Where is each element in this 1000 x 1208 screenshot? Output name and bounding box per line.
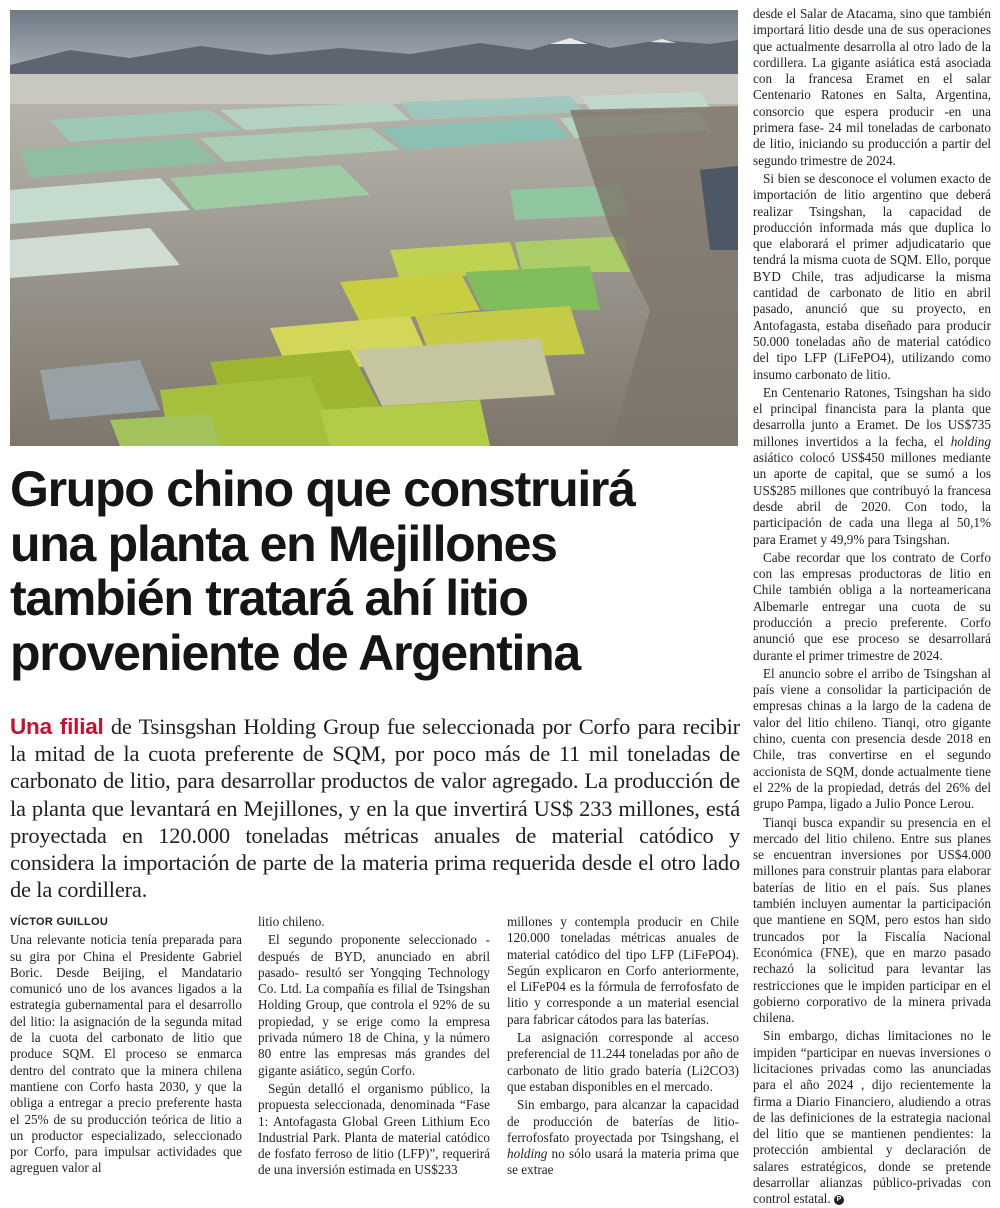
- body-paragraph: Sin embargo, para alcanzar la capacidad de producción de baterías de litio-ferrofosfato proyectada por Tsingshang, el holding no sólo usará la materia prima que se extrae: [507, 1097, 739, 1178]
- article-column-3: [507, 914, 739, 1178]
- body-paragraph: La asignación corresponde al acceso preferencial de 11.244 toneladas por año de carbonato de litio grado batería (Li2CO3) que estaban disponibles en el mercado.: [507, 1030, 739, 1094]
- salt-flat-photo: [10, 10, 738, 446]
- headline-line: también tratará ahí litio: [10, 570, 528, 626]
- body-paragraph: Según detalló el organismo público, la propuesta seleccionada, denominada “Fase 1: Antofagasta Global Green Lithium Eco Industrial Park. Planta de material catódico de fosfato ferroso de litio (LFP)”, requerirá de una inversión estimada en US$233: [258, 1080, 490, 1178]
- lead-paragraph: [10, 713, 740, 903]
- article-column-2: [258, 914, 490, 1178]
- body-paragraph: En Centenario Ratones, Tsingshan ha sido el principal financista para la planta que desarrolla junto a Eramet. De los US$735 millones invertidos a la fecha, el holding asiático colocó US$450 millones mediante un aporte de capital, que se sumó a los US$285 millones que contribuyó la francesa desde abril de 2020. Con todo, la participación de cada una llega al 50,1% para Eramet y 49,9% para Tsingshan.: [753, 384, 991, 547]
- lead-kicker: Una filial: [10, 714, 104, 739]
- body-paragraph: litio chileno.: [258, 914, 325, 929]
- headline-line: Grupo chino que construirá: [10, 461, 635, 517]
- body-paragraph: desde el Salar de Atacama, sino que también importará litio desde una de sus operaciones que actualmente desarrolla al otro lado de la cordillera. La gigante asiática está asociada con la francesa Eramet en el salar Centenario Ratones en Salta, Argentina, consorcio que espera producir -en una primera fase- 24 mil toneladas de carbonato de litio, iniciando su producción a partir del segundo trimestre de 2024.: [753, 6, 991, 168]
- lead-text: de Tsinsgshan Holding Group fue seleccionada por Corfo para recibir la mitad de la cuota preferente de SQM, por poco más de 11 mil toneladas de carbonato de litio, para desarrollar productos de valor agregado. La producción de la planta que levantará en Mejillones, y en la que invertirá US$ 233 millones, está proyectada en 120.000 toneladas métricas anuales de material catódico y considera la importación de parte de la materia prima requerida desde el otro lado de la cordillera.: [10, 714, 740, 903]
- body-paragraph-final: [753, 1028, 991, 1207]
- body-paragraph: Si bien se desconoce el volumen exacto de importación de litio argentino que deberá realizar Tsingshan, la capacidad de producción informada más que duplica lo que elaborará el primer adjudicatario que tendrá la misma cuota de SQM. Ello, porque BYD Chile, tras adjudicarse la misma cantidad de carbonato de litio en abril pasado, anunció que su proyecto, en Antofagasta, estaba diseñado para producir 50.000 toneladas año de material catódico del tipo LFP (LiFePO4), utilizando como insumo carbonato de litio.: [753, 170, 991, 382]
- body-paragraph: Tianqi busca expandir su presencia en el mercado del litio chileno. Entre sus planes se encuentran inversiones por US$4.000 millones para construir plantas para elaborar baterías de litio en el país. Sus planes también incluyen aumentar la participación que mantiene en SQM, pero estos han sido truncados por la Fiscalía Nacional Económica (FNE), que en marzo pasado rechazó la solicitud para levantar las restricciones que le impiden participar en el gobierno corporativo de la minera privada chilena.: [753, 814, 991, 1026]
- body-paragraph: El segundo proponente seleccionado -después de BYD, anunciado en abril pasado- resultó ser Yongqing Technology Co. Ltd. La compañía es filial de Tsingshan Holding Group, que controla el 92% de su propiedad, y se erige como la empresa privada número 18 de China, y la número 80 entre las empresas más grandes del gigante asiático, según Corfo.: [258, 932, 490, 1078]
- body-paragraph-text: Sin embargo, dichas limitaciones no le impiden “participar en nuevas inversiones o licitaciones privadas como las anunciadas para el año 2024 , dijo recientemente la firma a Diario Financiero, aludiendo a otras de las definiciones de la estrategia nacional del litio que se mantienen pendientes: la protección ambiental y declaración de salares estratégicos, donde se pretende desarrollar alianzas público-privadas con control estatal.: [753, 1028, 991, 1207]
- byline: VÍCTOR GUILLOU: [10, 916, 109, 928]
- headline-line: proveniente de Argentina: [10, 624, 580, 681]
- article-column-1: [10, 914, 242, 1176]
- end-of-article-icon: P: [834, 1195, 844, 1205]
- article-column-4: [753, 6, 991, 1207]
- headline-line: una planta en Mejillones: [10, 515, 557, 572]
- body-paragraph: Cabe recordar que los contrato de Corfo con las empresas productoras de litio en Chile también obliga a la norteamericana Albemarle entregar una cuota de su producción a precio preferente. Corfo anunció que ese proceso se desarrollará durante el primer trimestre de 2024.: [753, 549, 991, 663]
- body-paragraph: El anuncio sobre el arribo de Tsingshan al país viene a consolidar la participación de empresas chinas a la largo de la cadena de valor del litio chileno. Tianqi, otro gigante chino, cuenta con presencia desde 2018 en Chile, tras convertirse en el segundo accionista de SQM, donde actualmente tiene el 22% de la propiedad, detrás del 26% del grupo Pampa, ligado a Julio Ponce Lerou.: [753, 665, 991, 812]
- headline: [10, 462, 738, 680]
- body-paragraph: millones y contempla producir en Chile 120.000 toneladas métricas anuales de material catódico del tipo LFP (LiFePO4). Según explicaron en Corfo anteriormente, el LiFeP04 es la fórmula de ferrofosfato de litio y corresponde a un material esencial para fabricar cátodos para las baterías.: [507, 914, 739, 1027]
- body-paragraph: Una relevante noticia tenía preparada para su gira por China el Presidente Gabriel Boric. Desde Beijing, el Mandatario comunicó uno de los avances ligados a la estrategia gubernamental para el desarrollo del litio: la asignación de la segunda mitad de la cuota del carbonato de litio que produce SQM. El proceso se enmarca dentro del contrato que la minera chilena mantiene con Corfo hasta 2030, y que la obliga a entregar a precio preferente hasta el 25% de su producción teórica de litio a un productor especializado, seleccionado por Corfo, para impulsar actividades que agreguen valor al: [10, 932, 242, 1176]
- evaporation-ponds-image: [10, 10, 738, 446]
